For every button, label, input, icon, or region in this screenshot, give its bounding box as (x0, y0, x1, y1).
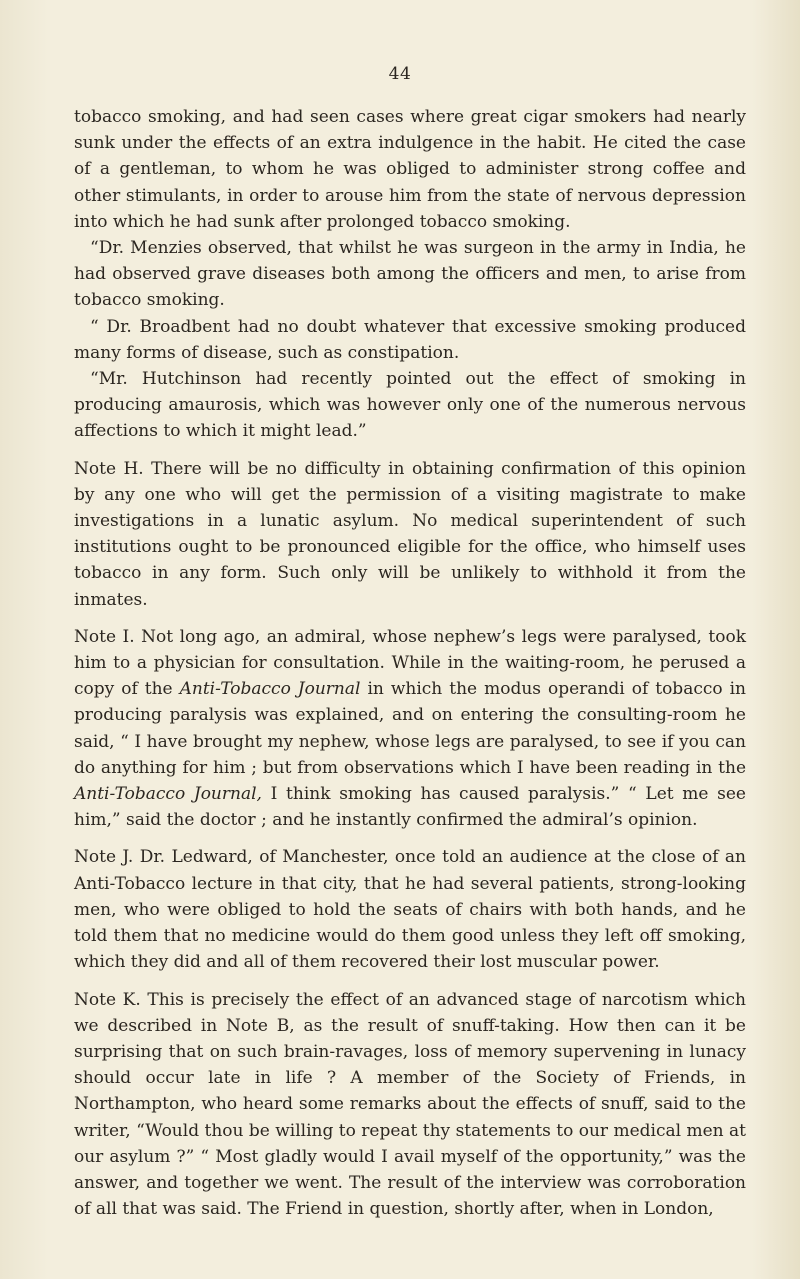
text-run: Note I. Not long ago, an admiral, whose nephew’s legs were paralysed, took him to a physician for consultation. While in the waiting-room, he perused a copy of the (74, 626, 746, 700)
text-run: Note J. Dr. Ledward, of Manchester, once told an audience at the close of an Anti-Tobacco lecture in that city, that he had several patients, strong-looking men, who were obliged to hold the seats of chairs with both hands, and he told them that no medicine would do them good unless they left off smoking, which they did and all of them recovered their lost muscular power. (74, 847, 746, 973)
text-run: Note H. There will be no difficulty in obtaining confirmation of this opinion by any one who will get the permission of a visiting magistrate to make investigations in a lunatic asylum. No medical superintendent of such institutions ought to be pronounced eligible for the office, who himself uses tobacco in any form. Such only will be unlikely to withhold it from the inmates. (74, 458, 746, 610)
italic-title: Anti-Tobacco Journal (179, 679, 361, 700)
text-run: “Mr. Hutchinson had recently pointed out the effect of smoking in producing amaurosis, which was however only one of the numerous nervous affections to which it might lead.” (74, 369, 746, 442)
paragraph-p2 (74, 235, 746, 314)
text-run: in which the modus operandi of tobacco in producing paralysis was explained, and on entering the consulting-room he said, “ I have brought my nephew, whose legs are paralysed, to see if you can do anything for him ; but from observations which I have been reading in the (74, 679, 746, 778)
text-run: “ Dr. Broadbent had no doubt whatever that excessive smoking produced many forms of disease, such as constipation. (74, 316, 746, 363)
text-run: “Dr. Menzies observed, that whilst he was surgeon in the army in India, he had observed grave diseases both among the officers and men, to arise from tobacco smoking. (74, 238, 746, 311)
body-text (74, 104, 746, 1222)
page-number: 44 (388, 64, 412, 84)
text-run: tobacco smoking, and had seen cases where great cigar smokers had nearly sunk under the effects of an extra indulgence in the habit. He cited the case of a gentleman, to whom he was obliged to administer strong coffee and other stimulants, in order to arouse him from the state of nervous depression into which he had sunk after prolonged tobacco smoking. (74, 107, 746, 232)
text-run: I think smoking has caused paralysis.” “ Let me see him,” said the doctor ; and he instantly confirmed the admiral’s opinion. (74, 784, 746, 831)
paragraph-p1 (74, 104, 746, 235)
paragraph-note-i (74, 624, 746, 834)
paragraph-p4 (74, 366, 746, 445)
text-run: Note K. This is precisely the effect of an advanced stage of narcotism which we described in Note B, as the result of snuff-taking. How then can it be surprising that on such brain-ravages, loss of memory supervening in lunacy should occur late in life ? A member of the Society of Friends, in Northampton, who heard some remarks about the effects of snuff, said to the writer, “Would thou be willing to repeat thy statements to our medical men at our asylum ?” “ Most gladly would I avail myself of the opportunity,” was the answer, and together we went. The result of the interview was corroboration of all that was said. The Friend in question, shortly after, when in London, (74, 989, 746, 1220)
paragraph-note-k (74, 987, 746, 1223)
paragraph-p3 (74, 314, 746, 366)
paragraph-note-j (74, 844, 746, 975)
italic-title: Anti-Tobacco Journal, (74, 784, 262, 805)
paragraph-note-h (74, 456, 746, 613)
